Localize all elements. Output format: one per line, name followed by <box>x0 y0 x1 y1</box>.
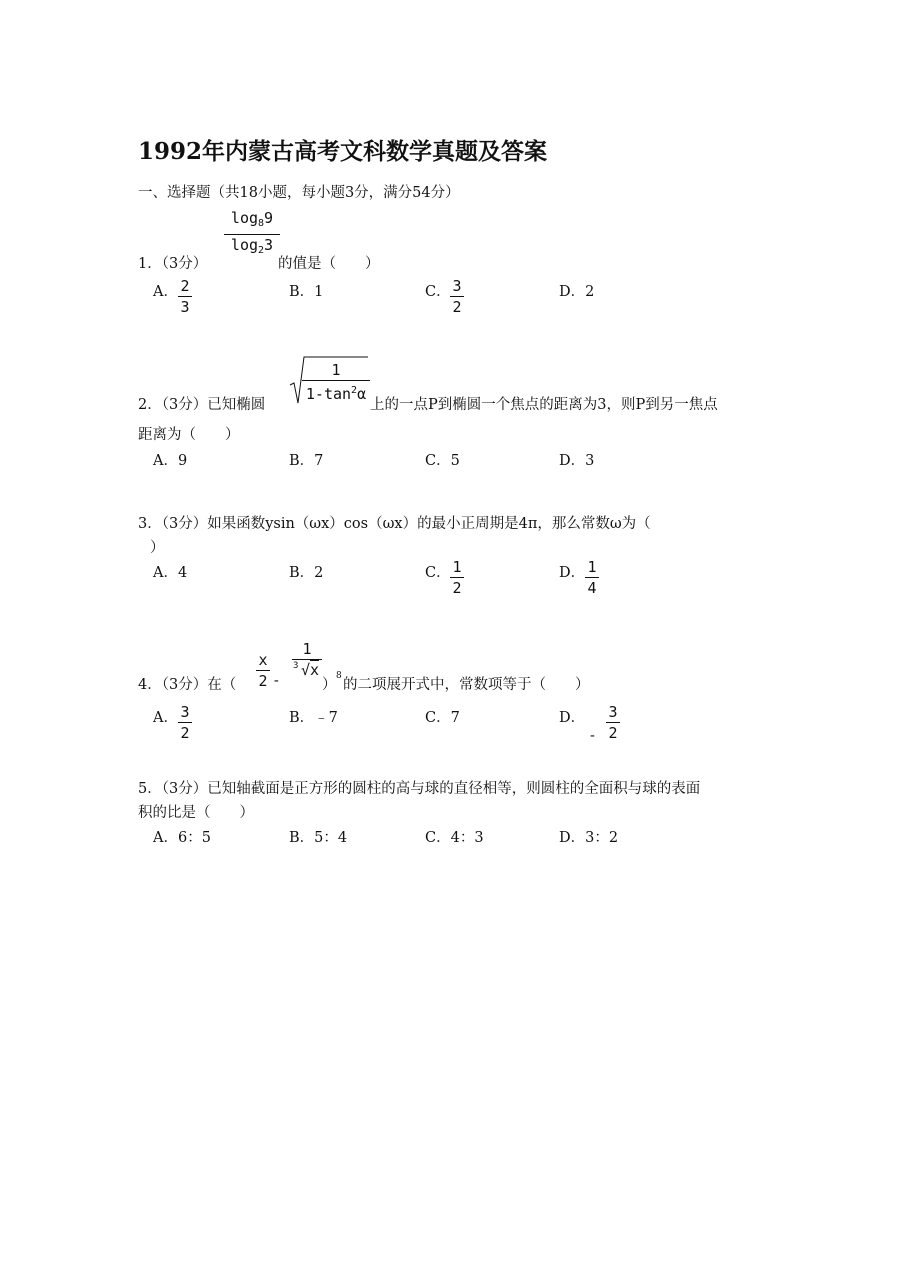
q4-minus: - <box>272 673 281 689</box>
q1-option-a-label: A． <box>153 284 178 300</box>
q3-option-b: B．2 <box>289 565 324 581</box>
q4-option-d-label: D． <box>559 710 586 726</box>
q4-fraction-cuberoot: 1 3 √x <box>292 640 322 679</box>
q1-option-c-label: C． <box>425 284 451 300</box>
q1-option-c-fraction: 3 2 <box>450 277 464 316</box>
q4-option-d-fraction: 3 2 <box>606 703 620 742</box>
q4-exponent: 8 <box>336 671 342 681</box>
q2-option-d: D．3 <box>559 453 595 469</box>
q4-prefix: 4．（3分）在（ <box>138 677 237 693</box>
q3-line2: ） <box>150 540 165 556</box>
q1-option-a-fraction: 2 3 <box>178 277 192 316</box>
q4-option-b: B．﹣7 <box>289 710 338 726</box>
q2-suffix: 上的一点P到椭圆一个焦点的距离为3，则P到另一焦点 <box>370 397 718 413</box>
q5-option-a: A．6：5 <box>153 830 211 846</box>
q5-line1: 5．（3分）已知轴截面是正方形的圆柱的高与球的直径相等，则圆柱的全面积与球的表面 <box>138 781 701 797</box>
q4-fraction-x-over-2: x 2 <box>256 651 270 690</box>
q5-option-d: D．3：2 <box>559 830 619 846</box>
page-title: 1992年内蒙古高考文科数学真题及答案 <box>138 138 548 165</box>
q4-option-c: C．7 <box>425 710 460 726</box>
q1-option-d: D．2 <box>559 284 595 300</box>
q2-option-b: B．7 <box>289 453 324 469</box>
q3-option-c-fraction: 1 2 <box>450 558 464 597</box>
q5-line2: 积的比是（ ） <box>138 805 254 821</box>
q1-suffix: 的值是（ ） <box>278 256 380 272</box>
q3-option-d-fraction: 1 4 <box>585 558 599 597</box>
q1-prefix: 1．（3分） <box>138 256 208 272</box>
q4-option-a-label: A． <box>153 710 178 726</box>
q2-line2: 距离为（ ） <box>138 427 240 443</box>
q5-option-c: C．4：3 <box>425 830 484 846</box>
q4-option-a-fraction: 3 2 <box>178 703 192 742</box>
q3-line1: 3．（3分）如果函数ysin（ωx）cos（ωx）的最小正周期是4π，那么常数ω为（ <box>138 516 651 532</box>
q1-option-b: B．1 <box>289 284 324 300</box>
q5-option-b: B．5：4 <box>289 830 348 846</box>
q4-option-d-sign: - <box>590 728 595 744</box>
q3-option-c-label: C． <box>425 565 451 581</box>
q3-option-a: A．4 <box>153 565 188 581</box>
q1-fraction: $\log_89$ $\log_23$ <box>224 209 280 260</box>
q2-radicand-fraction: 1 $1-\tan^2\alpha$ <box>302 361 370 403</box>
q4-close-paren: ） <box>322 677 337 693</box>
q2-option-c: C．5 <box>425 453 460 469</box>
q2-option-a: A．9 <box>153 453 188 469</box>
q3-option-d-label: D． <box>559 565 586 581</box>
section-heading: 一、选择题（共18小题，每小题3分，满分54分） <box>138 185 460 201</box>
q4-suffix: 的二项展开式中，常数项等于（ ） <box>343 677 590 693</box>
q2-prefix: 2．（3分）已知椭圆 <box>138 397 266 413</box>
